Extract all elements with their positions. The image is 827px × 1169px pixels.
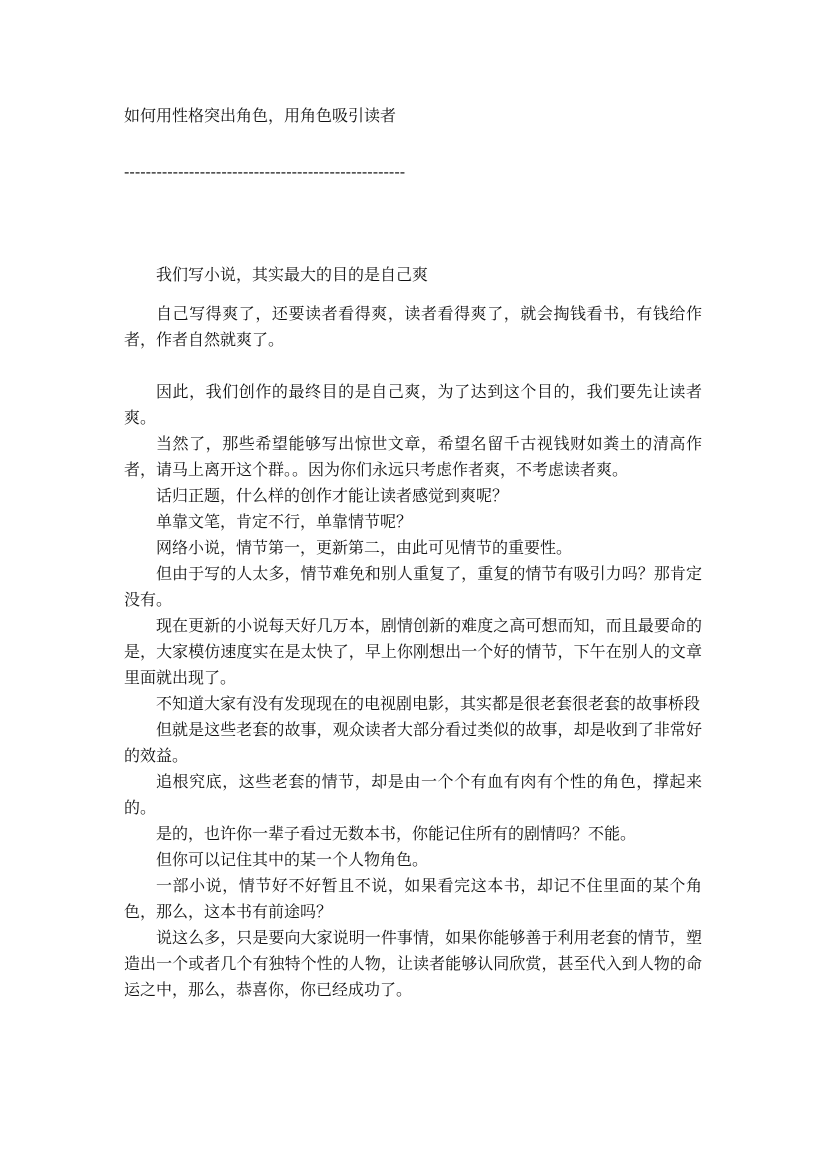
paragraph: 现在更新的小说每天好几万本，剧情创新的难度之高可想而知，而且最要命的是，大家模仿速度实在是太快了，早上你刚想出一个好的情节，下午在别人的文章里面就出现了。	[124, 616, 702, 687]
paragraph: 不知道大家有没有发现现在的电视剧电影，其实都是很老套很老套的故事桥段	[156, 694, 701, 713]
paragraph: 当然了，那些希望能够写出惊世文章，希望名留千古视钱财如粪土的清高作者，请马上离开这个群。。因为你们永远只考虑作者爽，不考虑读者爽。	[124, 434, 702, 479]
divider-line: ----------------------------------------------------	[124, 162, 406, 181]
paragraph: 一部小说，情节好不好暂且不说，如果看完这本书，却记不住里面的某个角色，那么，这本书有前途吗？	[124, 876, 702, 921]
paragraph: 话归正题，什么样的创作才能让读者感觉到爽呢？	[156, 486, 509, 505]
document-title: 如何用性格突出角色，用角色吸引读者	[124, 106, 397, 125]
paragraph: 说这么多，只是要向大家说明一件事情，如果你能够善于利用老套的情节，塑造出一个或者几个有独特个性的人物，让读者能够认同欣赏，甚至代入到人物的命运之中，那么，恭喜你，你已经成功了。	[124, 928, 702, 999]
paragraph: 追根究底，这些老套的情节，却是由一个个有血有肉有个性的角色，撑起来的。	[124, 772, 702, 817]
paragraph: 但你可以记住其中的某一个人物角色。	[156, 850, 429, 869]
paragraph: 我们写小说，其实最大的目的是自己爽	[156, 265, 429, 284]
paragraph: 网络小说，情节第一，更新第二，由此可见情节的重要性。	[156, 538, 573, 557]
paragraph: 单靠文笔，肯定不行，单靠情节呢？	[156, 512, 413, 531]
document-body	[124, 262, 702, 1003]
paragraph: 是的，也许你一辈子看过无数本书，你能记住所有的剧情吗？不能。	[156, 824, 637, 843]
paragraph: 因此，我们创作的最终目的是自己爽，为了达到这个目的，我们要先让读者爽。	[124, 382, 702, 427]
paragraph: 自己写得爽了，还要读者看得爽，读者看得爽了，就会掏钱看书，有钱给作者，作者自然就爽了。	[124, 304, 702, 349]
paragraph: 但由于写的人太多，情节难免和别人重复了，重复的情节有吸引力吗？那肯定没有。	[124, 564, 702, 609]
paragraph: 但就是这些老套的故事，观众读者大部分看过类似的故事，却是收到了非常好的效益。	[124, 720, 702, 765]
